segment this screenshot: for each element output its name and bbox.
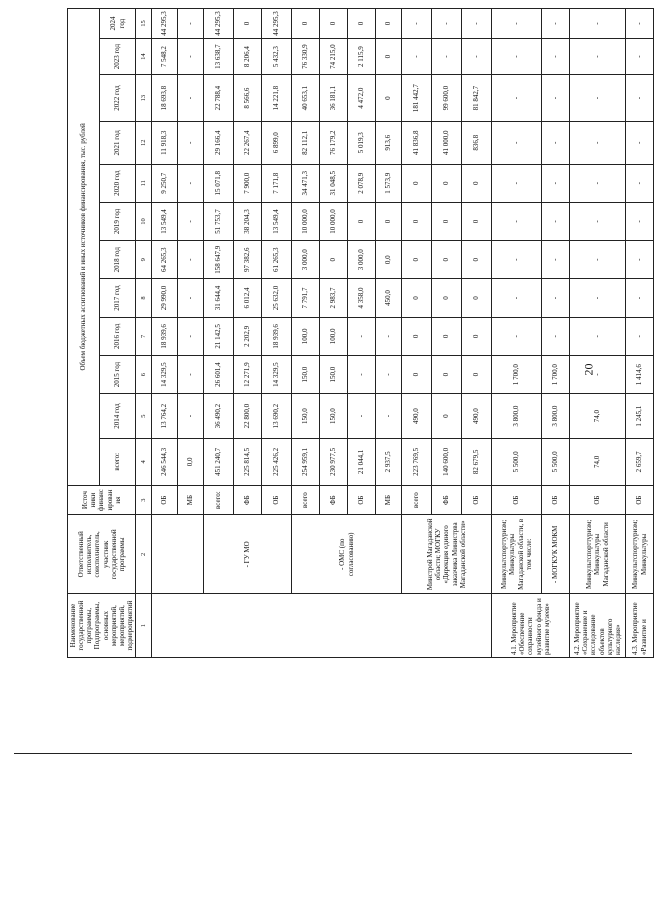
value-cell: 6 899,0 (262, 122, 292, 165)
header-year: 2019 год (100, 202, 136, 240)
header-year: 2017 год (100, 279, 136, 317)
value-cell: - (492, 317, 542, 355)
value-cell: 18 693,8 (152, 75, 178, 122)
financing-table (67, 8, 654, 658)
executor-cell: - ГУ МО (204, 515, 292, 594)
value-cell: 31 048,5 (320, 164, 348, 202)
program-cell: 4.2. Мероприятие «Сохранение и исследование объектов культурного наследия» (570, 594, 626, 658)
value-cell: 0 (402, 317, 432, 355)
value-cell: - (542, 122, 570, 165)
value-cell: 0 (432, 317, 462, 355)
value-cell: 2 078,9 (348, 164, 376, 202)
value-cell: - (492, 279, 542, 317)
value-cell: 15 071,8 (204, 164, 234, 202)
col-number: 9 (136, 241, 152, 279)
value-cell: 246 544,3 (152, 438, 178, 485)
value-cell: 4 358,0 (348, 279, 376, 317)
value-cell: 22 788,4 (204, 75, 234, 122)
col-number: 4 (136, 438, 152, 485)
value-cell: 0 (402, 202, 432, 240)
value-cell: - (492, 164, 542, 202)
value-cell: 140 600,0 (432, 438, 462, 485)
value-cell: 41 836,8 (402, 122, 432, 165)
program-cell: 4.1. Мероприятие «Обеспечение сохранности музейного фонда и развитие музеев» (492, 594, 570, 658)
value-cell: 0 (462, 164, 492, 202)
value-cell: - (348, 317, 376, 355)
table-row (152, 9, 178, 658)
value-cell: - (542, 75, 570, 122)
value-cell: - (626, 39, 654, 75)
value-cell: 0 (462, 241, 492, 279)
header-year: 2020 год (100, 164, 136, 202)
value-cell: 0 (432, 202, 462, 240)
value-cell: 450,0 (376, 279, 402, 317)
value-cell: 1 245,1 (626, 394, 654, 439)
source-cell: ОБ (348, 485, 376, 515)
value-cell: 51 753,7 (204, 202, 234, 240)
value-cell: 0 (432, 279, 462, 317)
value-cell: - (570, 164, 626, 202)
value-cell: 230 977,5 (320, 438, 348, 485)
value-cell: 74,0 (570, 394, 626, 439)
value-cell: 8 566,6 (234, 75, 262, 122)
value-cell: 0,0 (376, 241, 402, 279)
value-cell: - (492, 39, 542, 75)
value-cell: 14 221,8 (262, 75, 292, 122)
source-cell: ОБ (462, 485, 492, 515)
value-cell: 74 215,0 (320, 39, 348, 75)
value-cell: 0 (402, 164, 432, 202)
executor-cell: - МОГКУК МОКМ (542, 515, 570, 594)
value-cell: 13 690,2 (262, 394, 292, 439)
value-cell: 5 432,3 (262, 39, 292, 75)
value-cell: 836,8 (462, 122, 492, 165)
value-cell: 8 206,4 (234, 39, 262, 75)
value-cell: 0 (402, 355, 432, 393)
value-cell: 150,0 (292, 355, 320, 393)
value-cell: - (570, 355, 626, 393)
value-cell: - (402, 39, 432, 75)
value-cell: 3 800,0 (492, 394, 542, 439)
value-cell: - (178, 39, 204, 75)
value-cell: 150,0 (320, 394, 348, 439)
header-year: 2016 год (100, 317, 136, 355)
value-cell: 36 181,1 (320, 75, 348, 122)
page-number: 20 (581, 363, 596, 376)
value-cell: - (492, 122, 542, 165)
col-number: 3 (136, 485, 152, 515)
source-cell: ОБ (626, 485, 654, 515)
value-cell: 2 659,7 (626, 438, 654, 485)
value-cell: - (542, 202, 570, 240)
value-cell: - (542, 39, 570, 75)
value-cell: 0 (462, 279, 492, 317)
value-cell: - (178, 75, 204, 122)
value-cell: 25 632,0 (262, 279, 292, 317)
value-cell: 40 653,1 (292, 75, 320, 122)
value-cell: 0 (402, 279, 432, 317)
value-cell: 181 442,7 (402, 75, 432, 122)
value-cell: - (178, 164, 204, 202)
header-year: 2015 год (100, 355, 136, 393)
value-cell: 0 (432, 164, 462, 202)
value-cell: 2 937,5 (376, 438, 402, 485)
value-cell: - (178, 355, 204, 393)
value-cell: 225 814,5 (234, 438, 262, 485)
col-number: 13 (136, 75, 152, 122)
value-cell: - (348, 394, 376, 439)
col-number: 11 (136, 164, 152, 202)
value-cell: 4 472,0 (348, 75, 376, 122)
header-financing-group: Объем бюджетных ассигнований и иных источников финансирования, тыс. рублей (68, 9, 100, 486)
value-cell: 1 700,0 (542, 355, 570, 393)
value-cell: 490,0 (462, 394, 492, 439)
value-cell: 0 (376, 39, 402, 75)
value-cell: 64 265,3 (152, 241, 178, 279)
value-cell: 3 000,0 (292, 241, 320, 279)
value-cell: - (570, 122, 626, 165)
value-cell: 34 471,3 (292, 164, 320, 202)
value-cell: 74,0 (570, 438, 626, 485)
value-cell: 225 426,2 (262, 438, 292, 485)
value-cell: 81 842,7 (462, 75, 492, 122)
value-cell: - (570, 241, 626, 279)
value-cell: 0 (432, 394, 462, 439)
value-cell: 26 601,4 (204, 355, 234, 393)
header-year: 2024 год (100, 9, 136, 39)
value-cell: - (402, 9, 432, 39)
source-cell: ОБ (542, 485, 570, 515)
header-year: 2018 год (100, 241, 136, 279)
value-cell: - (462, 9, 492, 39)
table-row (570, 9, 626, 658)
value-cell: - (492, 241, 542, 279)
header-year: 2022 год (100, 75, 136, 122)
value-cell: - (570, 202, 626, 240)
value-cell: - (570, 9, 626, 39)
value-cell: 0 (348, 202, 376, 240)
value-cell: 5 500,0 (492, 438, 542, 485)
header-year: 2021 год (100, 122, 136, 165)
value-cell: 2 202,9 (234, 317, 262, 355)
value-cell: 223 769,5 (402, 438, 432, 485)
value-cell: 1 573,9 (376, 164, 402, 202)
value-cell: - (570, 317, 626, 355)
col-number: 7 (136, 317, 152, 355)
executor-cell (152, 515, 204, 594)
value-cell: - (178, 241, 204, 279)
value-cell: 0 (462, 355, 492, 393)
value-cell: - (626, 9, 654, 39)
value-cell: 14 329,5 (262, 355, 292, 393)
value-cell: 9 250,7 (152, 164, 178, 202)
value-cell: 0 (432, 355, 462, 393)
program-cell: 4.3. Мероприятие «Развитие и (626, 594, 654, 658)
value-cell: 13 638,7 (204, 39, 234, 75)
value-cell: 29 990,0 (152, 279, 178, 317)
header-executor: Ответственный исполнитель, соисполнитель, участник государственной программы (68, 515, 136, 594)
executor-cell: Минкультспорттуризм; Минкультуры Магаданской области (570, 515, 626, 594)
executor-cell: Минкультспорттуризм; Минкультуры Магаданской области, в том числе: (492, 515, 542, 594)
value-cell: - (492, 202, 542, 240)
value-cell: - (626, 279, 654, 317)
value-cell: 451 240,7 (204, 438, 234, 485)
value-cell: 150,0 (292, 394, 320, 439)
value-cell: 76 179,2 (320, 122, 348, 165)
value-cell: - (542, 241, 570, 279)
header-year: 2014 год (100, 394, 136, 439)
value-cell: 0 (432, 241, 462, 279)
executor-cell: - ОМС (по согласованию) (292, 515, 402, 594)
value-cell: - (626, 164, 654, 202)
value-cell: 13 764,2 (152, 394, 178, 439)
source-cell: МБ (376, 485, 402, 515)
value-cell: 7 900,0 (234, 164, 262, 202)
source-cell: ОБ (152, 485, 178, 515)
value-cell: 99 600,0 (432, 75, 462, 122)
source-cell: всего (402, 485, 432, 515)
value-cell: - (626, 202, 654, 240)
value-cell: 0 (376, 9, 402, 39)
source-cell: ФБ (320, 485, 348, 515)
value-cell: - (492, 9, 542, 39)
value-cell: 158 647,9 (204, 241, 234, 279)
value-cell: 0 (462, 202, 492, 240)
value-cell: 1 414,6 (626, 355, 654, 393)
value-cell: 0,0 (178, 438, 204, 485)
table-row (626, 9, 654, 658)
rotated-table-container (67, 8, 648, 658)
value-cell: - (542, 9, 570, 39)
value-cell: - (178, 122, 204, 165)
value-cell: 3 800,0 (542, 394, 570, 439)
value-cell: 18 939,6 (262, 317, 292, 355)
value-cell: - (626, 317, 654, 355)
value-cell: 44 295,3 (204, 9, 234, 39)
value-cell: 150,0 (320, 355, 348, 393)
value-cell: 0 (348, 9, 376, 39)
value-cell: 44 295,3 (152, 9, 178, 39)
value-cell: 2 983,7 (320, 279, 348, 317)
value-cell: 76 330,9 (292, 39, 320, 75)
col-number: 2 (136, 515, 152, 594)
value-cell: 82 112,1 (292, 122, 320, 165)
value-cell: 31 644,4 (204, 279, 234, 317)
value-cell: 0 (376, 202, 402, 240)
value-cell: - (178, 317, 204, 355)
executor-cell: Минстрой Магаданской области; МОГКУ «Дирекция единого заказчика Министрва Магаданской области» (402, 515, 492, 594)
col-number: 12 (136, 122, 152, 165)
value-cell: 13 549,4 (152, 202, 178, 240)
table-row (204, 9, 234, 658)
value-cell: - (178, 9, 204, 39)
value-cell: - (542, 164, 570, 202)
source-cell: МБ (178, 485, 204, 515)
value-cell: 7 548,2 (152, 39, 178, 75)
table-row (292, 9, 320, 658)
value-cell: 29 166,4 (204, 122, 234, 165)
value-cell: 61 265,3 (262, 241, 292, 279)
source-cell: ФБ (432, 485, 462, 515)
header-program-name: Наименование государственной программы, Подпрограммы, основных мероприятий, мероприятий, подмероприятий (68, 594, 136, 658)
source-cell: ОБ (570, 485, 626, 515)
value-cell: 5 500,0 (542, 438, 570, 485)
value-cell: 18 939,6 (152, 317, 178, 355)
value-cell: - (376, 355, 402, 393)
value-cell: - (178, 202, 204, 240)
value-cell: - (178, 279, 204, 317)
value-cell: 21 142,5 (204, 317, 234, 355)
value-cell: 22 267,4 (234, 122, 262, 165)
value-cell: 5 019,3 (348, 122, 376, 165)
value-cell: - (542, 317, 570, 355)
source-cell: всего (292, 485, 320, 515)
value-cell: 0 (320, 9, 348, 39)
value-cell: - (570, 75, 626, 122)
value-cell: 22 800,0 (234, 394, 262, 439)
value-cell: 6 012,4 (234, 279, 262, 317)
value-cell: 14 329,5 (152, 355, 178, 393)
value-cell: 1 700,0 (492, 355, 542, 393)
executor-cell: Минкультспорттуризм; Минкультуры (626, 515, 654, 594)
value-cell: 21 044,1 (348, 438, 376, 485)
value-cell: 0 (376, 75, 402, 122)
col-number: 5 (136, 394, 152, 439)
value-cell: 100,0 (292, 317, 320, 355)
value-cell: - (178, 394, 204, 439)
value-cell: 11 918,3 (152, 122, 178, 165)
program-cell (152, 594, 492, 658)
value-cell: 0 (292, 9, 320, 39)
value-cell: 41 000,0 (432, 122, 462, 165)
value-cell: 0 (234, 9, 262, 39)
table-row (542, 9, 570, 658)
source-cell: ОБ (492, 485, 542, 515)
col-number: 15 (136, 9, 152, 39)
value-cell: - (626, 75, 654, 122)
value-cell: - (542, 279, 570, 317)
source-cell: ОБ (262, 485, 292, 515)
col-number: 1 (136, 594, 152, 658)
value-cell: - (348, 355, 376, 393)
value-cell: 913,6 (376, 122, 402, 165)
value-cell: 10 000,0 (292, 202, 320, 240)
col-number: 6 (136, 355, 152, 393)
value-cell: - (626, 122, 654, 165)
value-cell: - (432, 39, 462, 75)
header-year: 2023 год (100, 39, 136, 75)
value-cell: 0 (462, 317, 492, 355)
value-cell: 0 (320, 241, 348, 279)
value-cell: 3 000,0 (348, 241, 376, 279)
value-cell: 82 679,5 (462, 438, 492, 485)
source-cell: ФБ (234, 485, 262, 515)
horizontal-rule (14, 753, 632, 754)
value-cell: 254 959,1 (292, 438, 320, 485)
col-number: 14 (136, 39, 152, 75)
value-cell: 10 000,0 (320, 202, 348, 240)
header-source: Источ ники финанс ирован ия (68, 485, 136, 515)
value-cell: - (570, 39, 626, 75)
value-cell: 13 549,4 (262, 202, 292, 240)
value-cell: - (432, 9, 462, 39)
header-total: всего: (100, 438, 136, 485)
value-cell: 490,0 (402, 394, 432, 439)
value-cell: 0 (402, 241, 432, 279)
value-cell: 36 490,2 (204, 394, 234, 439)
value-cell: - (376, 317, 402, 355)
value-cell: 100,0 (320, 317, 348, 355)
source-cell: всего: (204, 485, 234, 515)
col-number: 10 (136, 202, 152, 240)
value-cell: 38 204,3 (234, 202, 262, 240)
value-cell: 7 171,8 (262, 164, 292, 202)
value-cell: 7 791,7 (292, 279, 320, 317)
value-cell: 97 382,6 (234, 241, 262, 279)
value-cell: - (626, 241, 654, 279)
value-cell: - (376, 394, 402, 439)
value-cell: 2 115,9 (348, 39, 376, 75)
value-cell: 44 295,3 (262, 9, 292, 39)
value-cell: 12 271,9 (234, 355, 262, 393)
table-row (402, 9, 432, 658)
table-row (492, 9, 542, 658)
col-number: 8 (136, 279, 152, 317)
value-cell: - (462, 39, 492, 75)
value-cell: - (492, 75, 542, 122)
value-cell: - (570, 279, 626, 317)
